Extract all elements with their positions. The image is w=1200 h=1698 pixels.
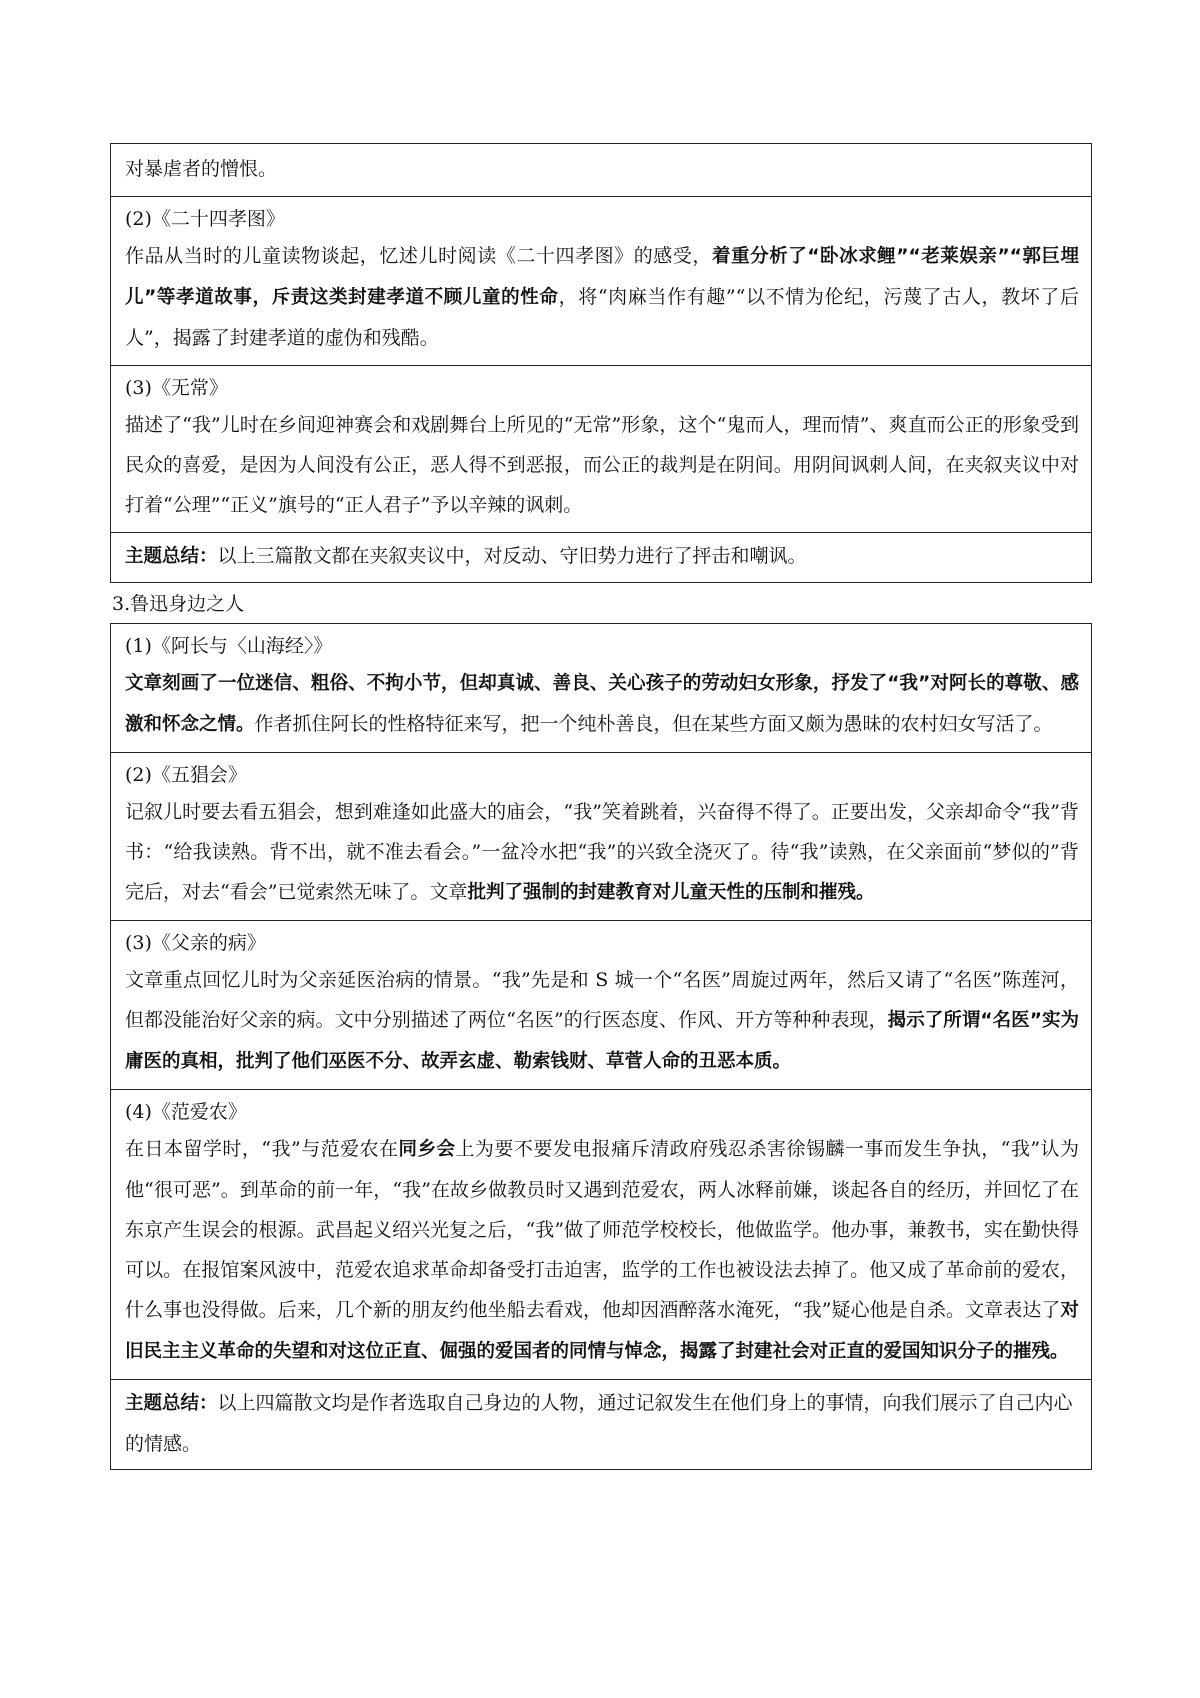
theme-summary: [111, 1380, 1092, 1470]
body-text: 上为要不要发电报痛斥清政府残忍杀害徐锡麟一事而发生争执，“我”认为他“很可恶”。到革命的前一年，“我”在故乡做教员时又遇到范爱农，两人冰释前嫌，谈起各自的经历，并回忆了在东京产生误会的根源。武昌起义绍兴光复之后，“我”做了师范学校校长，他做监学。他办事，兼教书，实在勤快得可以。在报馆案风波中，范爱农追求革命却备受打击迫害，监学的工作也被设法去掉了。他又成了革命前的爱农，什么事也没得做。后来，几个新的朋友约他坐船去看戏，他却因酒醉落水淹死，“我”疑心他是自杀。文章表达了: [125, 1138, 1079, 1321]
row-wuchang: [111, 366, 1092, 533]
essay-body: [125, 663, 1079, 745]
row-a-chang: [111, 624, 1092, 753]
table-row: [111, 197, 1092, 366]
body-bold: 批判了强制的封建教育对儿童天性的压制和摧残。: [467, 882, 875, 903]
body-bold: 揭示了所谓“名医”实为庸医的真相，批判了他们巫医不分、故弄玄虚、勒索钱财、草菅人命的丑恶本质。: [125, 1010, 1079, 1072]
essay-body: [125, 236, 1079, 358]
body-bold: 对旧民主主义革命的失望和对这位正直、倔强的爱国者的同情与悼念，揭露了封建社会对正直的爱国知识分子的摧残。: [125, 1300, 1079, 1362]
summary-text: 以上三篇散文都在夹叙夹议中，对反动、守旧势力进行了抨击和嘲讽。: [217, 545, 807, 567]
row-24-filial-pictures: [111, 197, 1092, 366]
table-essays-satire: [110, 143, 1092, 583]
essay-body: 描述了“我”儿时在乡间迎神赛会和戏剧舞台上所见的“无常”形象，这个“鬼而人，理而情”、爽直而公正的形象受到民众的喜爱，是因为人间没有公正，恶人得不到恶报，而公正的裁判是在阴间。用阴间讽刺人间，在夹叙夹议中对打着“公理”“正义”旗号的“正人君子”予以辛辣的讽刺。: [125, 414, 1079, 516]
table-row: [111, 624, 1092, 753]
body-text: 在日本留学时，“我”与范爱农在: [125, 1138, 399, 1160]
essay-title: (1)《阿长与〈山海经〉》: [125, 635, 333, 657]
body-text: 记叙儿时要去看五猖会，想到难逢如此盛大的庙会，“我”笑着跳着，兴奋得不得了。正要出发，父亲却命令“我”背书：“给我读熟。背不出，就不准去看会。”一盆冷水把“我”的兴致全浇灭了。待“我”读熟，在父亲面前“梦似的”背完后，对去“看会”已觉索然无味了。文章: [125, 801, 1079, 903]
table-people-around-luxun: [110, 623, 1092, 1470]
row-fathers-illness: [111, 921, 1092, 1090]
essay-body: [125, 792, 1079, 913]
theme-summary: [111, 533, 1092, 583]
section-heading: 3.鲁迅身边之人: [112, 593, 245, 615]
essay-title: (2)《二十四孝图》: [125, 208, 285, 230]
body-text: 文章重点回忆儿时为父亲延医治病的情景。“我”先是和 S 城一个“名医”周旋过两年，然后又请了“名医”陈莲河，但都没能治好父亲的病。文中分别描述了两位“名医”的行医态度、作风、开方等种种表现，: [125, 969, 1079, 1031]
table-row: [111, 1090, 1092, 1380]
body-text: 作品从当时的儿童读物谈起，忆述儿时阅读《二十四孝图》的感受，: [125, 245, 712, 267]
essay-title: (4)《范爱农》: [125, 1101, 247, 1123]
table-row: [111, 533, 1092, 583]
essay-title: (3)《无常》: [125, 377, 228, 399]
summary-label: 主题总结：: [125, 1393, 218, 1414]
table-row: [111, 1380, 1092, 1470]
body-bold: 文章刻画了一位迷信、粗俗、不拘小节，但却真诚、善良、关心孩子的劳动妇女形象，抒发了“我”对阿长的尊敬、感激和怀念之情。: [125, 673, 1079, 735]
row-wuchang-fair: [111, 753, 1092, 921]
table-row: [111, 144, 1092, 197]
essay-title: (3)《父亲的病》: [125, 932, 266, 954]
summary-text: 以上四篇散文均是作者选取自己身边的人物，通过记叙发生在他们身上的事情，向我们展示了自己内心的情感。: [125, 1392, 1073, 1455]
summary-label: 主题总结：: [125, 546, 218, 567]
document-page: [110, 0, 1092, 1470]
continuation-text: 对暴虐者的憎恨。: [125, 158, 278, 180]
essay-body: [125, 1129, 1079, 1372]
table-row: [111, 753, 1092, 921]
table-row: [111, 366, 1092, 533]
body-text: ，将“肉麻当作有趣”“以不情为伦纪，污蔑了古人，教坏了后人”，揭露了封建孝道的虚伪和残酷。: [125, 286, 1079, 349]
body-bold: 同乡会: [398, 1139, 456, 1160]
row-fan-ainong: [111, 1090, 1092, 1380]
row-continuation: [111, 144, 1092, 197]
essay-body: [125, 960, 1079, 1082]
body-text: 作者抓住阿长的性格特征来写，把一个纯朴善良，但在某些方面又颇为愚昧的农村妇女写活了。: [254, 713, 1053, 735]
body-bold: 着重分析了“卧冰求鲤”“老莱娱亲”“郭巨埋儿”等孝道故事，斥责这类封建孝道不顾儿童的性命: [125, 246, 1079, 308]
essay-title: (2)《五猖会》: [125, 764, 247, 786]
table-row: [111, 921, 1092, 1090]
